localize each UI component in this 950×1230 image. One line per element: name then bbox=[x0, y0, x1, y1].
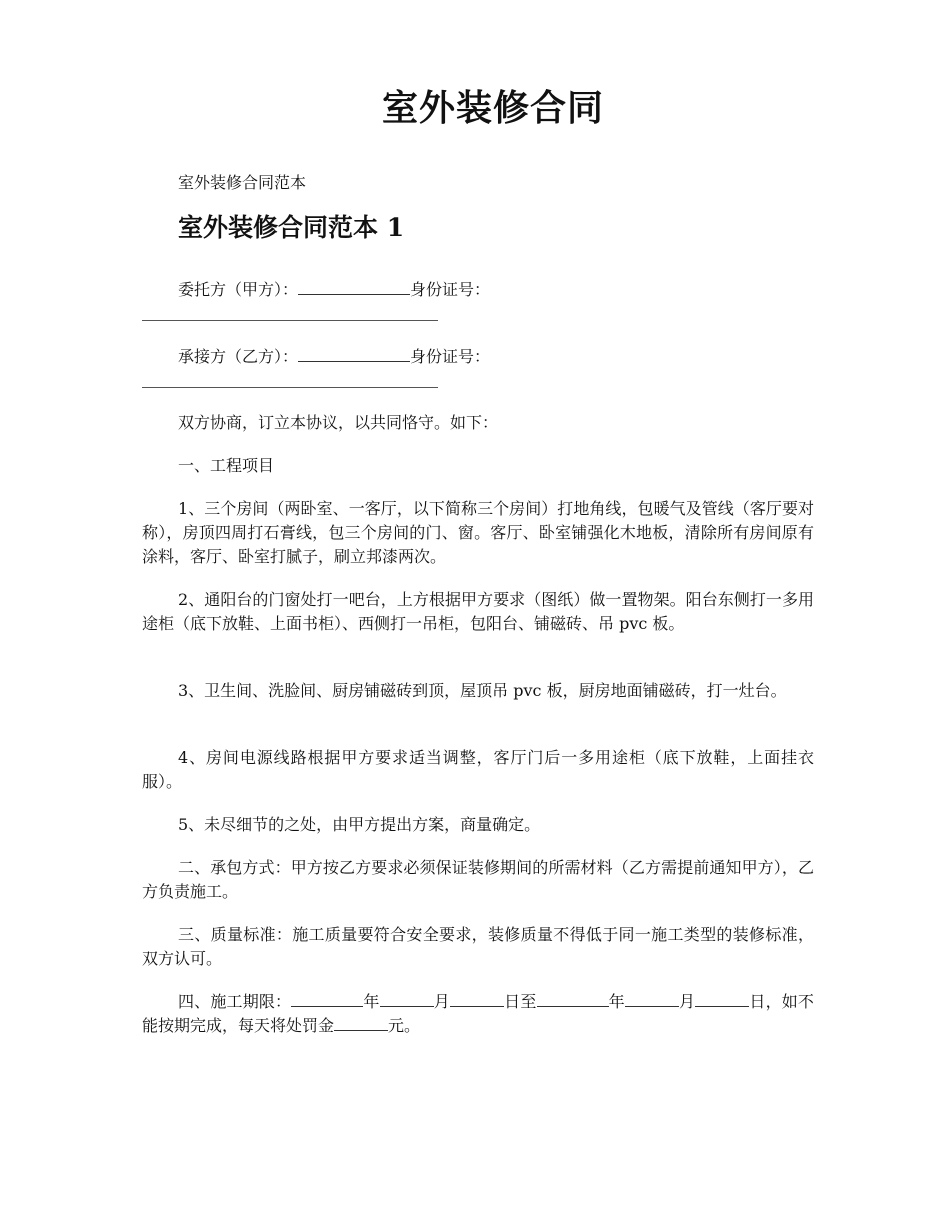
party-b-id-label: 身份证号： bbox=[410, 347, 491, 366]
party-b-line bbox=[178, 344, 490, 367]
intro-paragraph: 双方协商，订立本协议，以共同恪守。如下： bbox=[178, 413, 499, 432]
item-3: 3、卫生间、洗脸间、厨房铺磁砖到顶，屋顶吊 pvc 板，厨房地面铺磁砖，打一灶台。 bbox=[178, 681, 787, 700]
start-year-blank bbox=[291, 992, 363, 1007]
document-title: 室外装修合同 bbox=[381, 87, 604, 129]
item-1: 1、三个房间（两卧室、一客厅，以下简称三个房间）打地角线，包暖气及管线（客厅要对称），房顶四周打石膏线，包三个房间的门、窗。客厅、卧室铺强化木地板，清除所有房间原有涂料，客厅、卧室打腻子，刷立邦漆两次。 bbox=[142, 499, 814, 566]
end-month-blank bbox=[625, 992, 679, 1007]
section-heading: 室外装修合同范本 1 bbox=[178, 213, 405, 242]
party-b-id-blank bbox=[142, 387, 438, 388]
item-2: 2、通阳台的门窗处打一吧台，上方根据甲方要求（图纸）做一置物架。阳台东侧打一多用途柜（底下放鞋、上面书柜）、西侧打一吊柜，包阳台、铺磁砖、吊 pvc 板。 bbox=[142, 590, 814, 633]
party-a-id-blank bbox=[142, 320, 438, 321]
party-b-name-blank bbox=[298, 347, 410, 362]
item-5: 5、未尽细节的之处，由甲方提出方案，商量确定。 bbox=[178, 815, 541, 834]
end-year-blank bbox=[537, 992, 609, 1007]
section-two: 二、承包方式：甲方按乙方要求必须保证装修期间的所需材料（乙方需提前通知甲方），乙方负责施工。 bbox=[142, 858, 814, 901]
start-year-label: 年 bbox=[363, 992, 380, 1011]
penalty-unit: 元。 bbox=[388, 1016, 421, 1035]
party-a-id-label: 身份证号： bbox=[410, 280, 491, 299]
party-b-label: 承接方（乙方）： bbox=[178, 347, 299, 366]
start-month-blank bbox=[380, 992, 434, 1007]
party-a-name-blank bbox=[298, 280, 410, 295]
section-one-title: 一、工程项目 bbox=[178, 456, 275, 475]
section-three: 三、质量标准：施工质量要符合安全要求，装修质量不得低于同一施工类型的装修标准，双方认可。 bbox=[142, 925, 814, 968]
end-day-penalty-text: 日，如不能按期完成，每天将处罚金 bbox=[142, 992, 814, 1035]
party-a-label: 委托方（甲方）： bbox=[178, 280, 299, 299]
end-month-label: 月 bbox=[678, 992, 696, 1011]
section-four bbox=[142, 990, 814, 1038]
start-day-label: 日至 bbox=[503, 992, 537, 1011]
section-four-label: 四、施工期限： bbox=[178, 992, 292, 1011]
document-subtitle: 室外装修合同范本 bbox=[178, 173, 307, 192]
end-year-label: 年 bbox=[608, 992, 625, 1011]
penalty-amount-blank bbox=[334, 1016, 388, 1031]
start-month-label: 月 bbox=[433, 992, 450, 1011]
start-day-blank bbox=[450, 992, 504, 1007]
end-day-blank bbox=[695, 992, 749, 1007]
item-4: 4、房间电源线路根据甲方要求适当调整，客厅门后一多用途柜（底下放鞋，上面挂衣服）。 bbox=[142, 748, 814, 791]
party-a-line bbox=[178, 277, 490, 300]
